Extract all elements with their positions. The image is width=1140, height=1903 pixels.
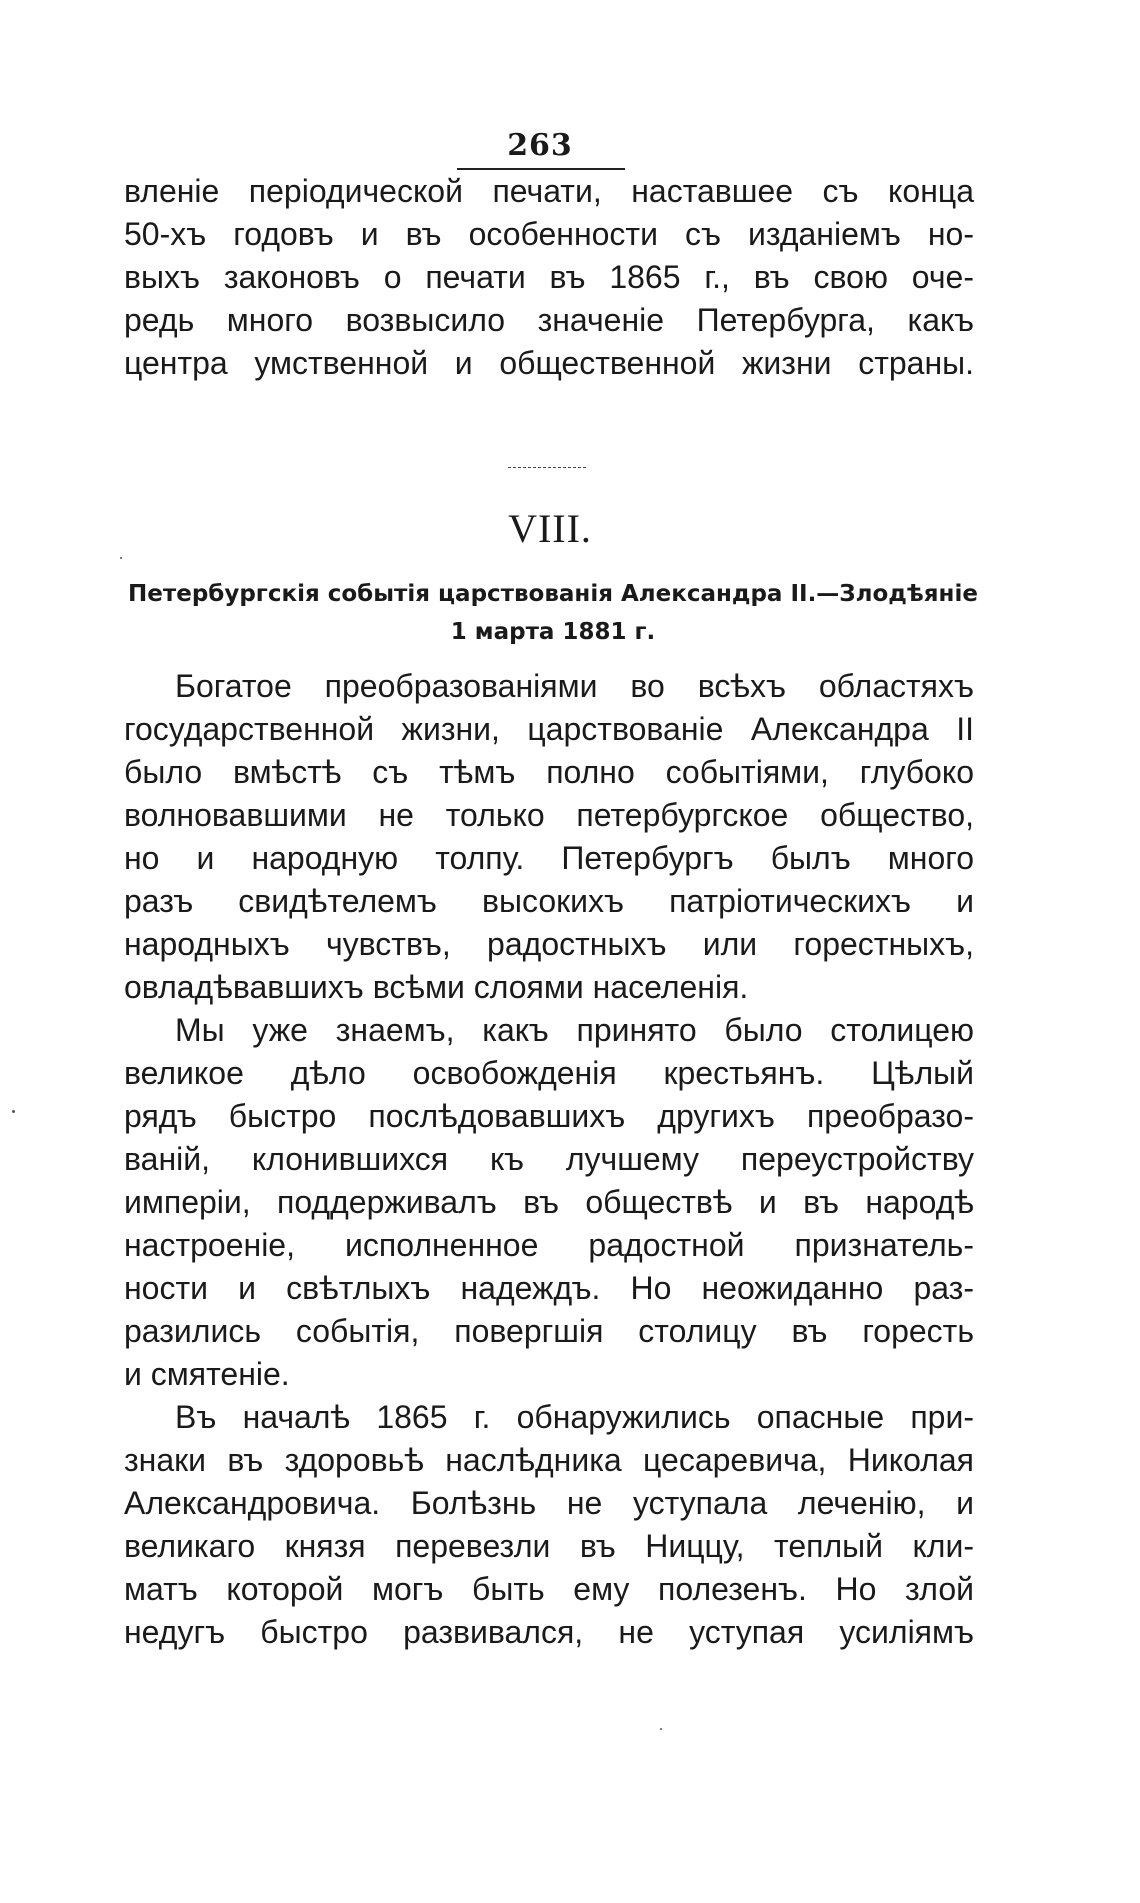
text-line: недугъ быстро развивался, не уступая усиліямъ [124,1614,974,1650]
scan-speck [120,557,122,559]
text-line: великое дѣло освобожденія крестьянъ. Цѣлый [124,1055,974,1091]
section-title-line: 1 марта 1881 г. [450,619,656,645]
text-line: Въ началѣ 1865 г. обнаружились опасные при- [175,1399,974,1435]
paragraph-1 [124,665,974,1009]
text-line: и смятеніе. [124,1356,290,1392]
text-line: 50-хъ годовъ и въ особенности съ изданіемъ но- [124,216,974,252]
text-line: вленіе періодической печати, наставшее съ конца [124,173,974,209]
text-line: центра умственной и общественной жизни страны. [124,345,974,381]
text-line: выхъ законовъ о печати въ 1865 г., въ свою оче- [124,259,974,295]
text-line: волновавшими не только петербургское общество, [124,797,974,833]
text-line: ности и свѣтлыхъ надеждъ. Но неожиданно раз- [124,1270,974,1306]
section-numeral: VIII. [508,506,592,551]
text-line: Мы уже знаемъ, какъ принято было столицею [175,1012,974,1048]
text-line: овладѣвавшихъ всѣми слоями населенія. [124,969,749,1005]
text-line: ваній, клонившихся къ лучшему переустройству [124,1141,974,1177]
text-line: имперіи, поддерживалъ въ обществѣ и въ народѣ [124,1184,974,1220]
text-line: рядъ быстро послѣдовавшихъ другихъ преобразо- [124,1098,974,1134]
intro-paragraph [124,170,974,385]
text-line: матъ которой могъ быть ему полезенъ. Но злой [124,1571,974,1607]
text-line: народныхъ чувствъ, радостныхъ или горестныхъ, [124,926,974,962]
text-line: великаго князя перевезли въ Ниццу, теплый кли- [124,1528,974,1564]
text-line: Богатое преобразованіями во всѣхъ областяхъ [175,668,974,704]
scan-speck [12,1110,15,1113]
section-divider [508,467,586,469]
text-line: разились событія, повергшія столицу въ горесть [124,1313,974,1349]
text-line: настроеніе, исполненное радостной признатель- [124,1227,974,1263]
text-line: было вмѣстѣ съ тѣмъ полно событіями, глубоко [124,754,974,790]
text-line: Александровича. Болѣзнь не уступала леченію, и [124,1485,974,1521]
paragraph-3 [124,1396,974,1654]
section-title-line: Петербургскія событія царствованія Александра II.—Злодѣяніе [128,581,978,607]
text-line: разъ свидѣтелемъ высокихъ патріотическихъ и [124,883,974,919]
text-line: редь много возвысило значеніе Петербурга, какъ [124,302,974,338]
paragraph-2 [124,1009,974,1396]
text-line: но и народную толпу. Петербургъ былъ много [124,840,974,876]
text-line: знаки въ здоровьѣ наслѣдника цесаревича, Николая [124,1442,974,1478]
text-line: государственной жизни, царствованіе Александра II [124,711,974,747]
section-title [118,575,988,651]
scan-speck [660,1728,662,1730]
page-number: 263 [507,128,573,163]
